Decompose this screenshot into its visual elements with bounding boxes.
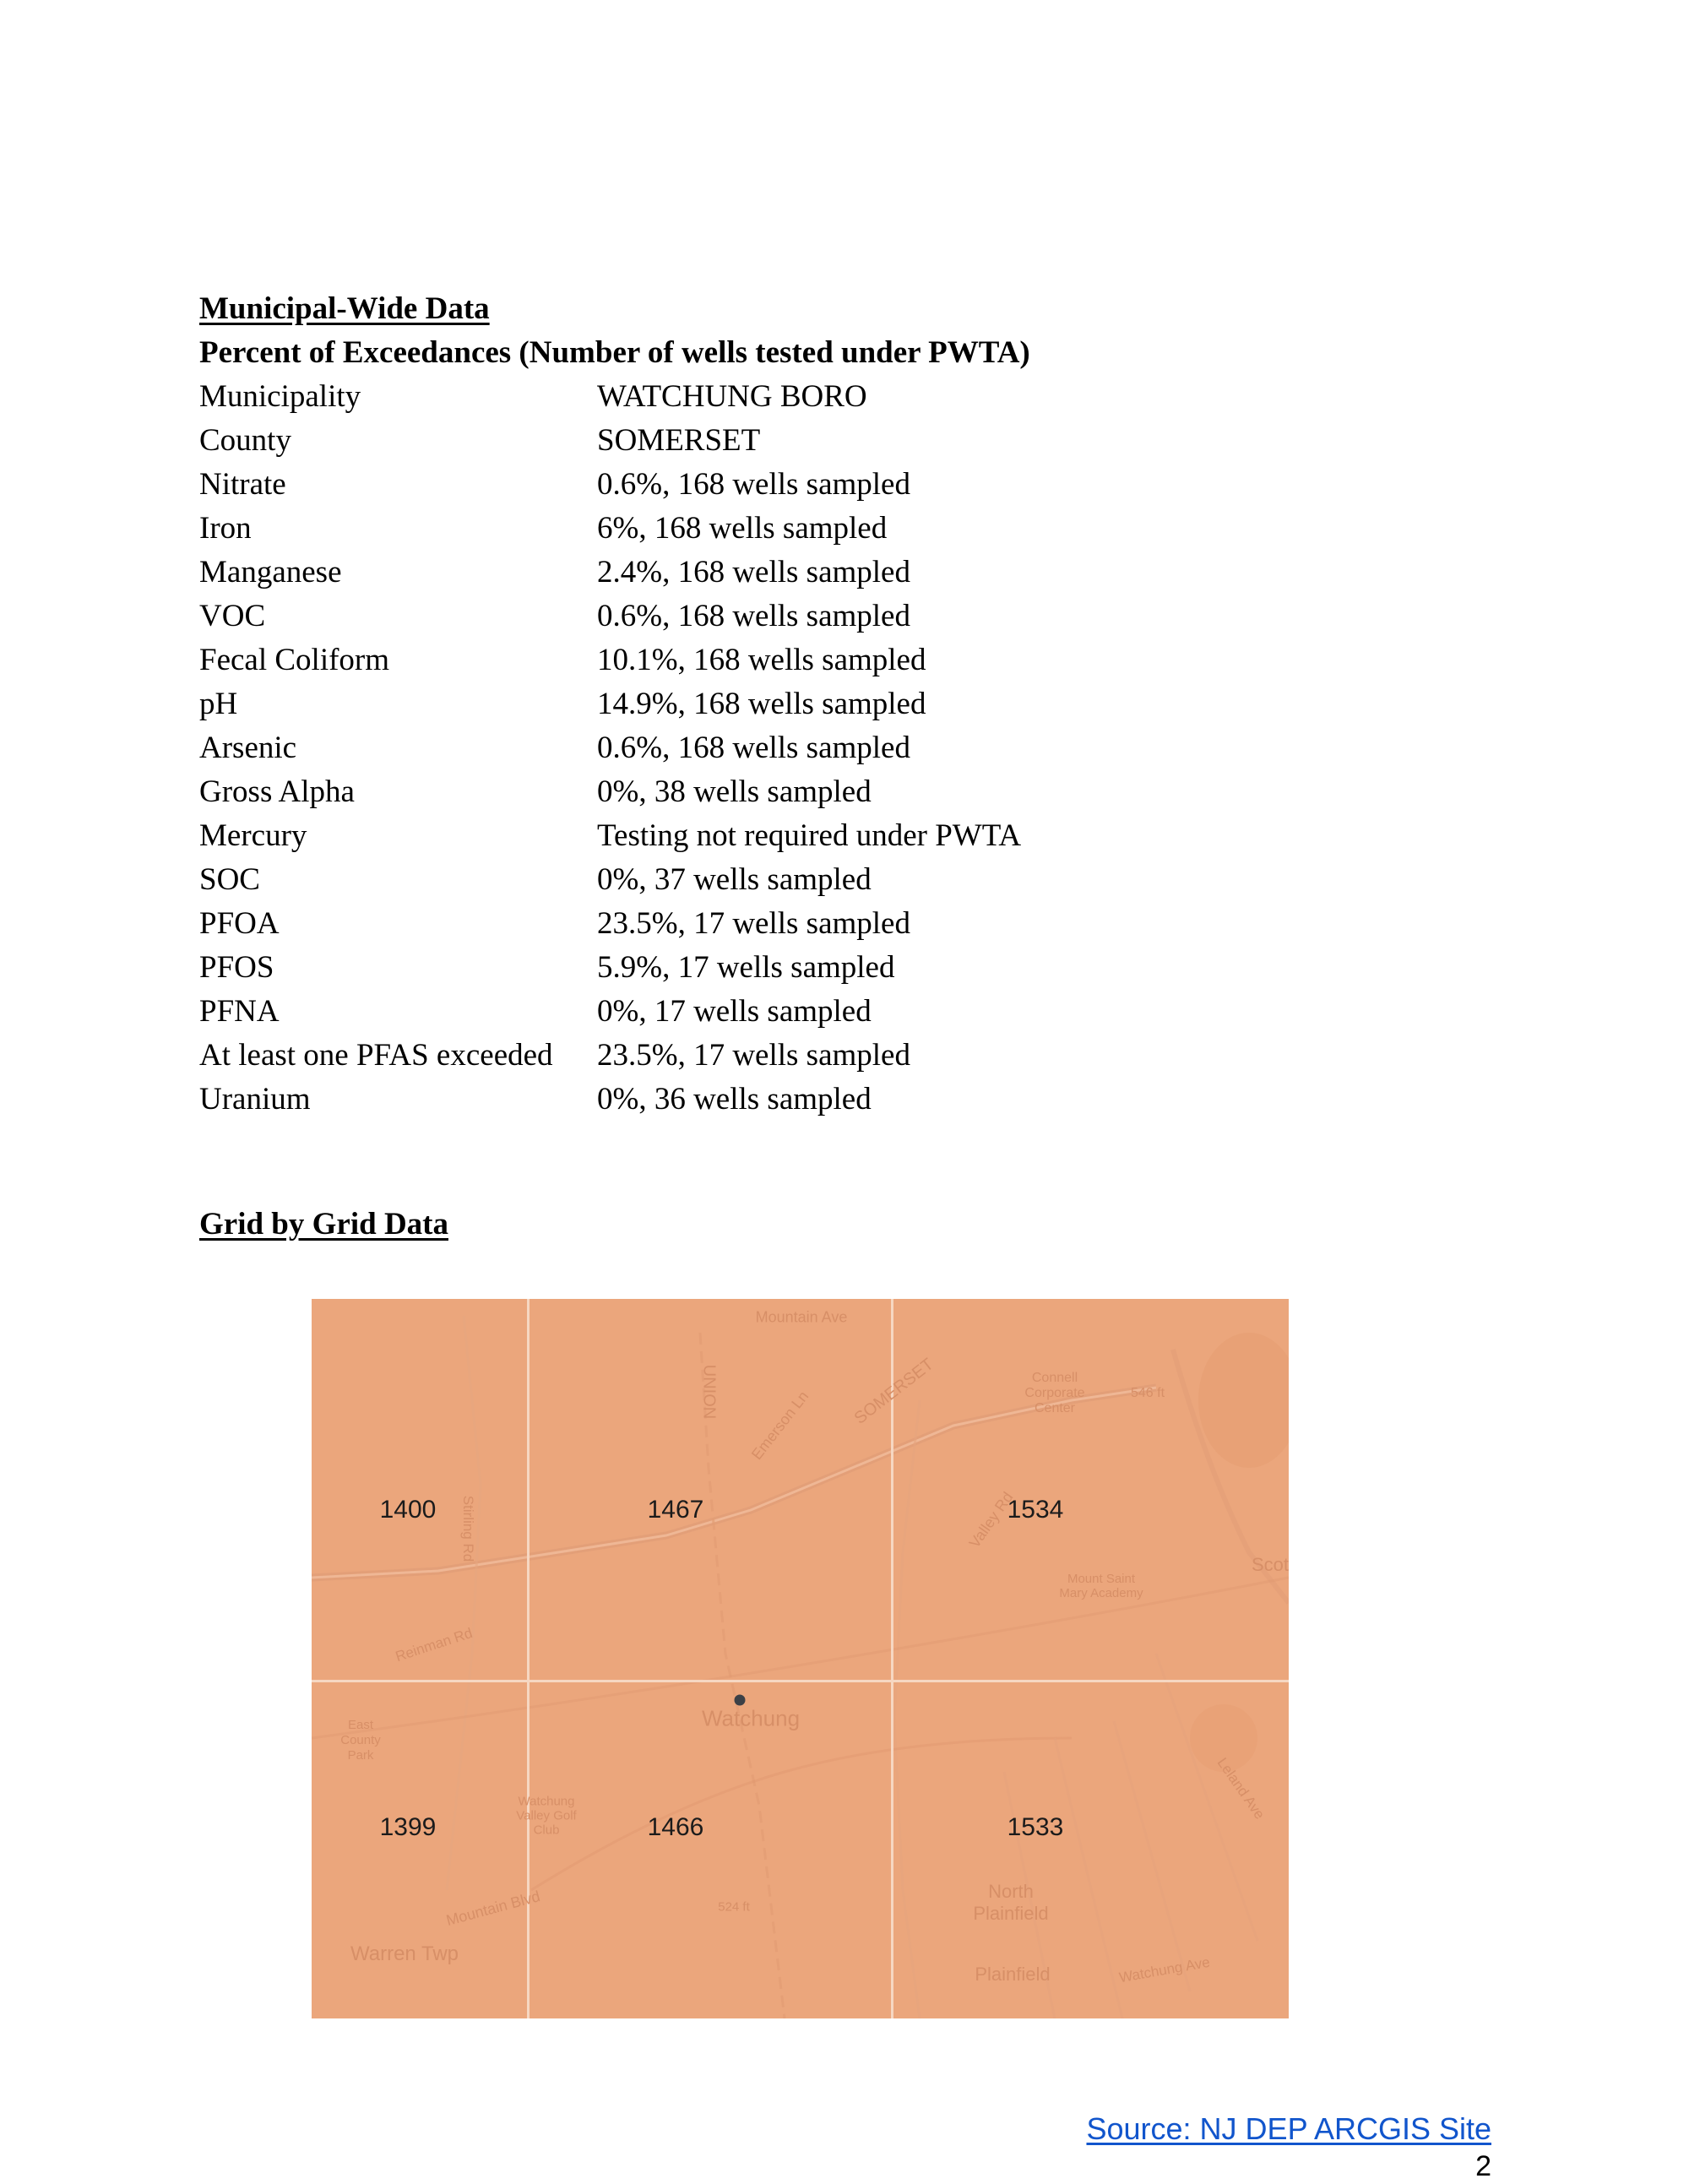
- map-label-elev-524: 524 ft: [718, 1899, 750, 1915]
- table-row: [199, 507, 1491, 551]
- row-value: 0.6%, 168 wells sampled: [597, 731, 910, 765]
- row-value: 5.9%, 17 wells sampled: [597, 950, 895, 985]
- grid-cell-label[interactable]: 1533: [1007, 1813, 1064, 1841]
- row-value: 14.9%, 168 wells sampled: [597, 687, 926, 721]
- row-label: VOC: [199, 599, 266, 633]
- table-row: [199, 463, 1491, 507]
- row-value: 6%, 168 wells sampled: [597, 511, 888, 546]
- municipal-section: [199, 287, 1491, 1122]
- row-value: 0.6%, 168 wells sampled: [597, 467, 910, 502]
- source-link[interactable]: Source: NJ DEP ARCGIS Site: [1086, 2111, 1491, 2146]
- table-row: [199, 770, 1491, 814]
- row-label: Uranium: [199, 1082, 311, 1116]
- table-row: [199, 858, 1491, 902]
- table-row: [199, 375, 1491, 419]
- grid-line: [527, 1299, 530, 2018]
- map-label-connell: Connell Corporate Center: [1024, 1371, 1085, 1415]
- grid-cell-label[interactable]: 1534: [1007, 1496, 1064, 1524]
- map-label-emerson: Emerson Ln: [747, 1388, 812, 1464]
- map-label-valley-rd: Valley Rd: [965, 1488, 1017, 1551]
- map-label-north-plainfield: North Plainfield: [973, 1881, 1049, 1924]
- table-row: [199, 1078, 1491, 1122]
- row-value: SOMERSET: [597, 423, 761, 458]
- row-label: pH: [199, 687, 238, 721]
- grid-map[interactable]: [312, 1299, 1289, 2018]
- page-number: 2: [1475, 2150, 1491, 2182]
- row-label: Arsenic: [199, 731, 297, 765]
- row-label: Fecal Coliform: [199, 643, 390, 677]
- row-value: 10.1%, 168 wells sampled: [597, 643, 926, 677]
- table-row: [199, 638, 1491, 682]
- row-value: 2.4%, 168 wells sampled: [597, 555, 910, 589]
- municipal-heading: Municipal-Wide Data: [199, 291, 490, 326]
- grid-cell-label[interactable]: 1399: [379, 1813, 437, 1841]
- table-row: [199, 419, 1491, 463]
- row-value: 23.5%, 17 wells sampled: [597, 906, 910, 941]
- row-label: Iron: [199, 511, 252, 546]
- grid-heading: Grid by Grid Data: [199, 1207, 448, 1241]
- location-marker: [735, 1695, 746, 1706]
- map-label-mountain-ave: Mountain Ave: [755, 1308, 848, 1326]
- map-label-golf-club: Watchung Valley Golf Club: [516, 1794, 577, 1838]
- map-label-reinman-rd: Reinman Rd: [393, 1624, 475, 1665]
- table-row: [199, 595, 1491, 638]
- map-label-union: UNION: [699, 1364, 719, 1420]
- table-row: [199, 1034, 1491, 1078]
- exceedance-subheading: Percent of Exceedances (Number of wells tested under PWTA): [199, 335, 1030, 370]
- table-row: [199, 551, 1491, 595]
- map-label-watchung: Watchung: [701, 1705, 801, 1731]
- row-label: PFNA: [199, 994, 280, 1029]
- row-label: Municipality: [199, 379, 361, 414]
- row-label: Nitrate: [199, 467, 286, 502]
- map-label-elev-546: 546 ft: [1130, 1386, 1165, 1400]
- grid-line: [891, 1299, 893, 2018]
- map-label-saint-mary: Mount Saint Mary Academy: [1059, 1572, 1143, 1600]
- row-value: 0%, 36 wells sampled: [597, 1082, 872, 1116]
- row-value: WATCHUNG BORO: [597, 379, 867, 414]
- row-value: 0.6%, 168 wells sampled: [597, 599, 910, 633]
- table-row: [199, 902, 1491, 946]
- map-label-plainfield: Plainfield: [975, 1964, 1051, 1985]
- map-label-mountain-blvd: Mountain Blvd: [444, 1888, 542, 1929]
- exceedance-table: [199, 375, 1491, 1122]
- map-label-warren-twp: Warren Twp: [350, 1942, 459, 1965]
- grid-cell-label[interactable]: 1400: [379, 1496, 437, 1524]
- table-row: [199, 990, 1491, 1034]
- row-label: Gross Alpha: [199, 774, 355, 809]
- map-label-stirling-rd: Stirling Rd: [460, 1495, 476, 1562]
- grid-cell-label[interactable]: 1467: [647, 1496, 704, 1524]
- map-label-leland-ave: Leland Ave: [1214, 1754, 1268, 1823]
- map-label-east-county-park: East County Park: [340, 1718, 381, 1763]
- row-label: Mercury: [199, 818, 307, 853]
- row-value: 23.5%, 17 wells sampled: [597, 1038, 910, 1073]
- row-value: 0%, 17 wells sampled: [597, 994, 872, 1029]
- table-row: [199, 682, 1491, 726]
- row-label: PFOS: [199, 950, 274, 985]
- table-row: [199, 814, 1491, 858]
- row-value: Testing not required under PWTA: [597, 818, 1022, 853]
- row-label: Manganese: [199, 555, 342, 589]
- grid-cell-label[interactable]: 1466: [647, 1813, 704, 1841]
- table-row: [199, 946, 1491, 990]
- row-label: PFOA: [199, 906, 280, 941]
- row-label: County: [199, 423, 291, 458]
- grid-line: [312, 1680, 1289, 1682]
- map-label-scotch: Scot: [1251, 1554, 1289, 1575]
- row-label: SOC: [199, 862, 260, 897]
- row-label: At least one PFAS exceeded: [199, 1038, 553, 1073]
- row-value: 0%, 38 wells sampled: [597, 774, 872, 809]
- table-row: [199, 726, 1491, 770]
- map-label-watchung-ave: Watchung Ave: [1117, 1953, 1212, 1986]
- row-value: 0%, 37 wells sampled: [597, 862, 872, 897]
- map-label-somerset: SOMERSET: [850, 1355, 937, 1428]
